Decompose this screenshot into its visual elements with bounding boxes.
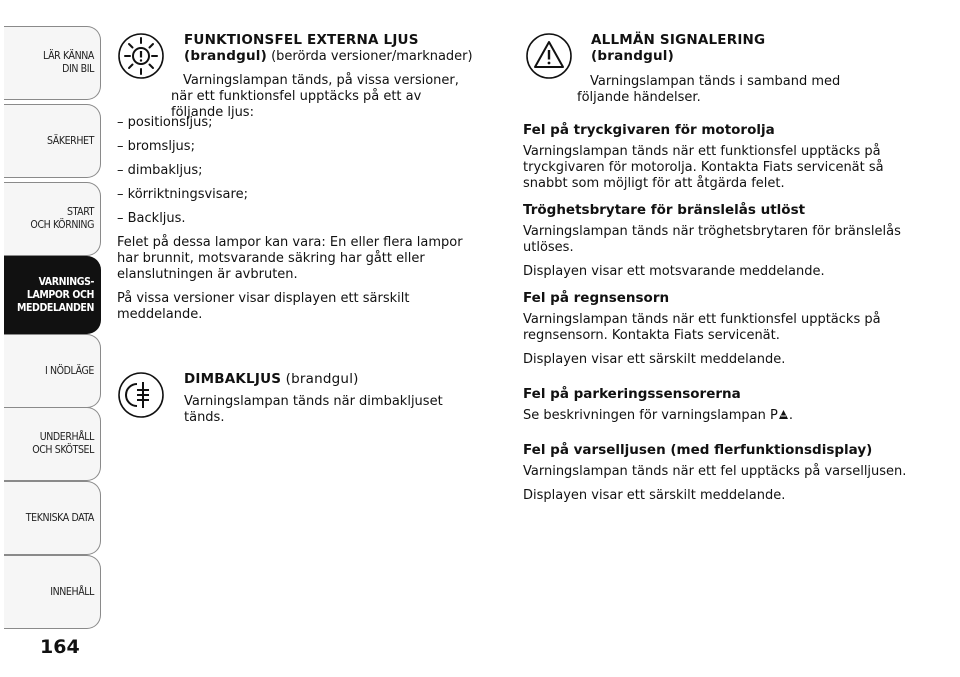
tab-tekniska-data[interactable]: TEKNISKA DATA (4, 481, 101, 555)
fog-note: (brandgul) (281, 371, 359, 387)
tab-start-och-korning[interactable]: START OCH KÖRNING (4, 182, 101, 256)
general-title: ALLMÄN SIGNALERING (591, 32, 766, 48)
ext-lights-display: På vissa versioner visar displayen ett särskilt meddelande. (117, 291, 410, 322)
section-text: Varningslampan tänds när ett funktionsfel upptäcks på tryckgivaren för motorolja. Kontakta Fiats servicenät så snabbt som möjligt för att åtgärda felet. (523, 144, 884, 191)
section-text: Varningslampan tänds när ett funktionsfel upptäcks på regnsensorn. Kontakta Fiats servicenät. (523, 312, 881, 343)
list-item: – körriktningsvisare; (117, 187, 248, 202)
fog-title: DIMBAKLJUS (184, 371, 282, 387)
section-text: Displayen visar ett särskilt meddelande. (523, 352, 786, 367)
tab-i-nodlage[interactable]: I NÖDLÄGE (4, 334, 101, 408)
section-text: Varningslampan tänds när tröghetsbrytaren för bränslelås utlöses. (523, 224, 901, 255)
general-sections (523, 112, 913, 504)
tab-underhall-och-skotsel[interactable]: UNDERHÅLL OCH SKÖTSEL (4, 407, 101, 481)
ext-lights-note: (berörda versioner/marknader) (266, 49, 473, 64)
page-number: 164 (40, 636, 80, 658)
rear-fog-light-icon (117, 371, 165, 419)
general-heading (591, 32, 891, 64)
section-heading-oil-pressure: Fel på tryckgivaren för motorolja (523, 122, 775, 138)
external-light-failure-icon (117, 32, 165, 80)
general-warning-icon (525, 32, 573, 80)
list-item: – Backljus. (117, 211, 186, 226)
section-heading-drl: Fel på varselljusen (med flerfunktionsdisplay) (523, 442, 873, 458)
section-heading-inertia-switch: Tröghetsbrytare för bränslelås utlöst (523, 202, 806, 218)
list-item: – bromsljus; (117, 139, 195, 154)
section-text: Displayen visar ett särskilt meddelande. (523, 488, 786, 503)
section-heading-parking-sensors: Fel på parkeringssensorerna (523, 386, 741, 402)
parking-ref-text: Se beskrivningen för varningslampan (523, 408, 771, 423)
ext-lights-body (117, 115, 477, 323)
ext-lights-title: FUNKTIONSFEL EXTERNA LJUS (184, 32, 419, 48)
tab-lar-kanna-din-bil[interactable]: LÄR KÄNNA DIN BIL (4, 26, 101, 100)
parking-ref-p: P (770, 408, 778, 423)
general-subtitle: (brandgul) (591, 48, 674, 64)
ext-lights-heading (184, 32, 484, 65)
tab-innehall[interactable]: INNEHÅLL (4, 555, 101, 629)
list-item: – dimbakljus; (117, 163, 203, 178)
parking-sensor-icon (778, 409, 789, 420)
section-text (523, 408, 913, 424)
ext-lights-subtitle: (brandgul) (184, 48, 267, 64)
tab-sakerhet[interactable]: SÄKERHET (4, 104, 101, 178)
parking-ref-end: . (788, 408, 794, 423)
section-heading-rain-sensor: Fel på regnsensorn (523, 290, 670, 306)
tab-varningslampor-och-meddelanden[interactable]: VARNINGS- LAMPOR OCH MEDDELANDEN (4, 256, 101, 334)
section-text: Displayen visar ett motsvarande meddelande. (523, 264, 825, 279)
section-text: Varningslampan tänds när ett fel upptäcks på varselljusen. (523, 464, 907, 479)
ext-lights-intro: Varningslampan tänds, på vissa versioner, när ett funktionsfel upptäcks på ett av följande ljus: (171, 73, 459, 120)
fog-section (184, 371, 484, 426)
fog-text: Varningslampan tänds när dimbakljuset tänds. (184, 394, 443, 425)
list-item: – positionsljus; (117, 115, 213, 130)
ext-lights-cause: Felet på dessa lampor kan vara: En eller flera lampor har brunnit, motsvarande säkring har gått eller elanslutningen är avbruten. (117, 235, 463, 282)
general-intro: Varningslampan tänds i samband med följande händelser. (577, 74, 841, 105)
